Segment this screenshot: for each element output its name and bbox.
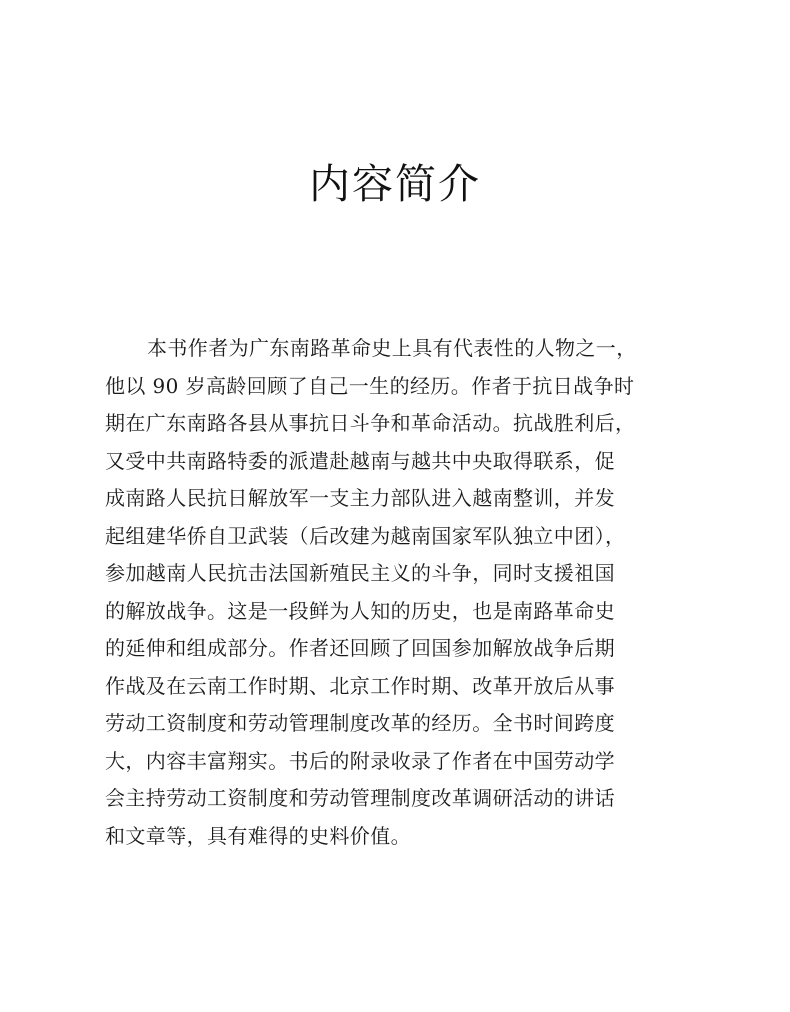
- page-title: 内容简介: [309, 160, 481, 208]
- paragraph-line: 成南路人民抗日解放军一支主力部队进入越南整训，并发: [105, 486, 615, 510]
- paragraph-line: 本书作者为广东南路革命史上具有代表性的人物之一，: [147, 336, 637, 360]
- paragraph-line: 期在广东南路各县从事抗日斗争和革命活动。抗战胜利后，: [105, 411, 636, 435]
- paragraph-line: 会主持劳动工资制度和劳动管理制度改革调研活动的讲话: [105, 786, 615, 810]
- paragraph-line: 的延伸和组成部分。作者还回顾了回国参加解放战争后期: [105, 636, 615, 660]
- introduction-paragraph: [105, 330, 695, 855]
- paragraph-line: 大，内容丰富翔实。书后的附录收录了作者在中国劳动学: [105, 748, 615, 773]
- paragraph-line: 他以 90 岁高龄回顾了自己一生的经历。作者于抗日战争时: [105, 373, 635, 398]
- paragraph-line: 作战及在云南工作时期、北京工作时期、改革开放后从事: [105, 673, 615, 698]
- paragraph-line: 和文章等，具有难得的史料价值。: [105, 823, 411, 848]
- paragraph-line: 又受中共南路特委的派遣赴越南与越共中央取得联系，促: [105, 448, 615, 473]
- paragraph-line: 的解放战争。这是一段鲜为人知的历史，也是南路革命史: [105, 598, 615, 623]
- paragraph-line: 参加越南人民抗击法国新殖民主义的斗争，同时支援祖国: [105, 561, 615, 585]
- paragraph-line: 起组建华侨自卫武装（后改建为越南国家军队独立中团），: [105, 523, 626, 548]
- paragraph-line: 劳动工资制度和劳动管理制度改革的经历。全书时间跨度: [105, 711, 615, 735]
